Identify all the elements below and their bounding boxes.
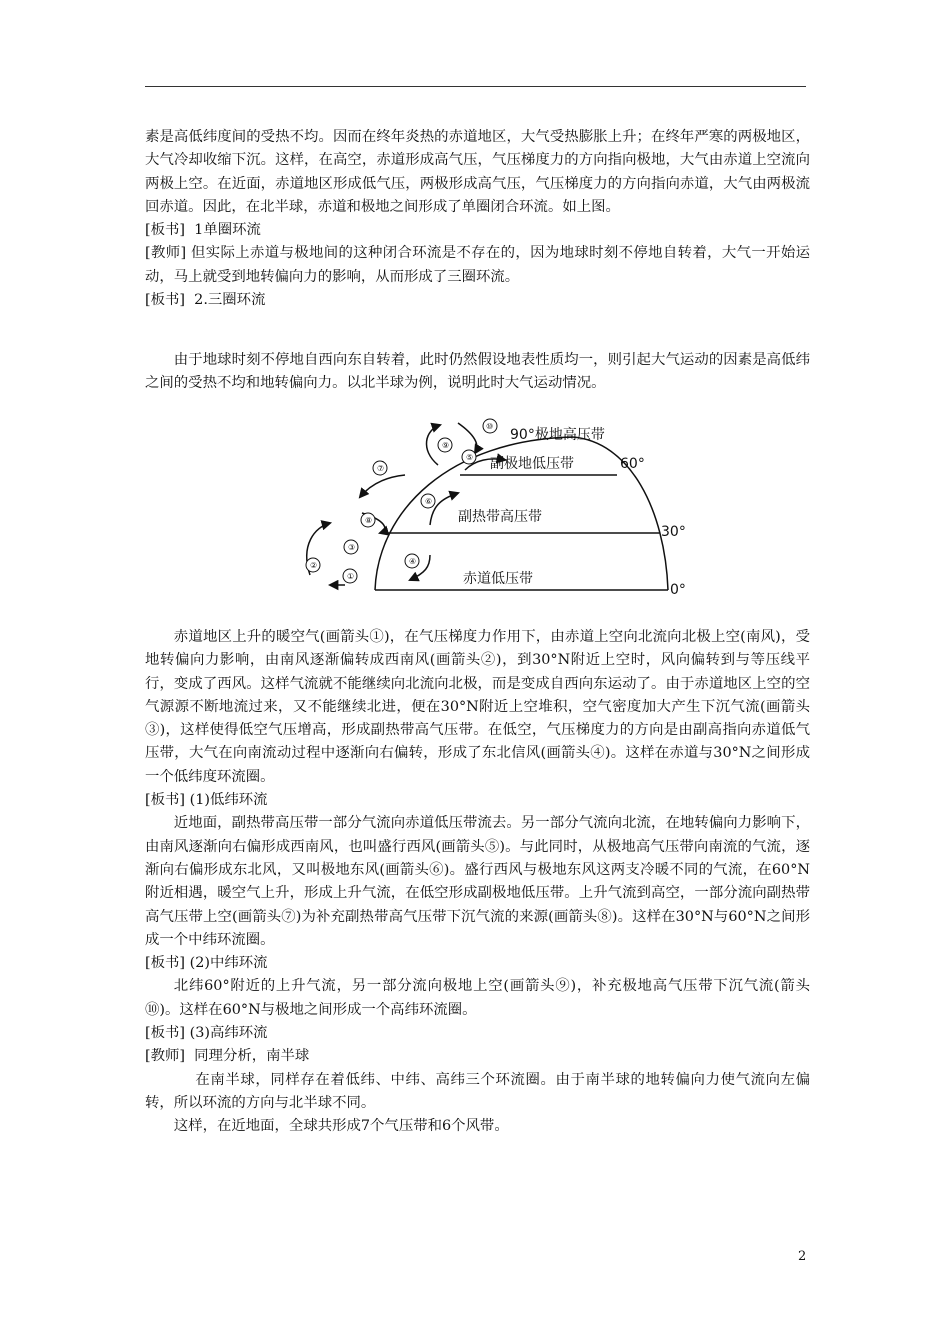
top-text-block xyxy=(145,126,810,312)
marker-1 xyxy=(343,569,357,583)
marker-3 xyxy=(344,540,358,554)
teacher-text: 但实际上赤道与极地间的这种闭合环流是不存在的，因为地球时刻不停地自转着，大气一开始运动，马上就受到地转偏向力的影响，从而形成了三圈环流。 xyxy=(145,245,810,285)
label-lat-0: 0° xyxy=(670,582,686,598)
marker-4 xyxy=(405,554,419,568)
svg-text:③: ③ xyxy=(348,543,356,552)
board-tag: [板书] xyxy=(145,292,186,309)
paragraph-single-cell: 素是高低纬度间的受热不均。因而在终年炎热的赤道地区，大气受热膨胀上升；在终年严寒的两极地区，大气冷却收缩下沉。这样，在高空，赤道形成高气压，气压梯度力的方向指向极地，大气由赤道上空流向两极上空。在近面，赤道地区形成低气压，两极形成高气压，气压梯度力的方向指向赤道，大气由两极流回赤道。因此，在北半球，赤道和极地之间形成了单圈闭合环流。如上图。 xyxy=(145,129,810,215)
teacher-tag: [教师] xyxy=(145,245,187,262)
paragraph-mid-latitude: 近地面，副热带高压带一部分气流向赤道低压带流去。另一部分气流向北流，在地转偏向力影响下，由南风逐渐向右偏形成西南风，也叫盛行西风(画箭头⑤)。与此同时，从极地高气压带向南流的气流，逐渐向右偏形成东北风，又叫极地东风(画箭头⑥)。盛行西风与极地东风这两支冷暖不同的气流，在60°N附近相遇，暖空气上升，形成上升气流，在低空形成副极地低压带。上升气流到高空，一部分流向副热带高气压带上空(画箭头⑦)为补充副热带高气压带下沉气流的来源(画箭头⑧)。这样在30°N与60°N之间形成一个中纬环流圈。 xyxy=(145,815,810,948)
marker-5 xyxy=(462,450,476,464)
svg-text:⑧: ⑧ xyxy=(365,516,373,525)
board-note-4 xyxy=(145,952,810,975)
marker-9 xyxy=(438,438,452,452)
board-tag: [板书] xyxy=(145,955,186,972)
svg-text:⑨: ⑨ xyxy=(442,441,450,450)
intro-text-block xyxy=(145,349,810,396)
board-text: (1)低纬环流 xyxy=(185,792,268,809)
board-text: 2.三圈环流 xyxy=(185,292,266,309)
svg-text:②: ② xyxy=(310,561,318,570)
svg-text:⑤: ⑤ xyxy=(466,453,474,462)
marker-10 xyxy=(483,419,497,433)
arrow-7 xyxy=(360,475,405,497)
board-text: 1单圈环流 xyxy=(185,222,261,239)
board-note-1 xyxy=(145,219,810,242)
label-equatorial-low: 赤道低压带 xyxy=(463,571,533,587)
teacher-tag: [教师] xyxy=(145,1048,186,1065)
marker-6 xyxy=(421,494,435,508)
paragraph-three-cell-intro: 由于地球时刻不停地自西向东自转着，此时仍然假设地表性质均一，则引起大气运动的因素是高低纬之间的受热不均和地转偏向力。以北半球为例，说明此时大气运动情况。 xyxy=(145,352,810,392)
teacher-note-1 xyxy=(145,242,810,289)
header-rule xyxy=(145,86,806,87)
marker-7 xyxy=(373,461,387,475)
paragraph-high-latitude: 北纬60°附近的上升气流，另一部分流向极地上空(画箭头⑨)，补充极地高气压带下沉气流(箭头⑩)。这样在60°N与极地之间形成一个高纬环流圈。 xyxy=(145,978,810,1018)
svg-text:⑦: ⑦ xyxy=(377,464,385,473)
svg-text:④: ④ xyxy=(409,557,417,566)
svg-text:①: ① xyxy=(347,572,355,581)
circulation-svg xyxy=(290,415,700,600)
board-note-2 xyxy=(145,289,810,312)
paragraph-summary: 这样，在近地面，全球共形成7个气压带和6个风带。 xyxy=(173,1118,509,1135)
page-number: 2 xyxy=(798,1249,807,1264)
svg-text:⑩: ⑩ xyxy=(486,422,494,431)
label-subtropical-high: 副热带高压带 xyxy=(458,509,542,525)
label-polar-high: 90°极地高压带 xyxy=(510,427,605,443)
label-subpolar-low: 副极地低压带 xyxy=(490,456,574,472)
paragraph-southern-hemisphere: 在南半球，同样存在着低纬、中纬、高纬三个环流圈。由于南半球的地转偏向力使气流向左偏转，所以环流的方向与北半球不同。 xyxy=(145,1071,810,1111)
marker-2 xyxy=(306,558,320,572)
board-tag: [板书] xyxy=(145,792,186,809)
board-tag: [板书] xyxy=(145,1025,186,1042)
arrow-10 xyxy=(458,423,477,453)
label-lat-30: 30° xyxy=(661,524,686,540)
svg-text:⑥: ⑥ xyxy=(425,497,433,506)
teacher-text: 同理分析，南半球 xyxy=(185,1048,310,1065)
marker-8 xyxy=(361,513,375,527)
board-text: (2)中纬环流 xyxy=(185,955,268,972)
board-note-5 xyxy=(145,1022,810,1045)
lower-text-block xyxy=(145,626,810,1139)
board-tag: [板书] xyxy=(145,222,186,239)
label-lat-60: 60° xyxy=(620,456,645,472)
board-note-3 xyxy=(145,789,810,812)
board-text: (3)高纬环流 xyxy=(185,1025,268,1042)
teacher-note-2 xyxy=(145,1045,810,1068)
paragraph-low-latitude: 赤道地区上升的暖空气(画箭头①)，在气压梯度力作用下，由赤道上空向北流向北极上空(南风)，受地转偏向力影响，由南风逐渐偏转成西南风(画箭头②)，到30°N附近上空时，风向偏转到与等压线平行，变成了西风。这样气流就不能继续向北流向北极，而是变成自西向东运动了。由于赤道地区上空的空气源源不断地流过来，又不能继续北进，便在30°N附近上空堆积，空气密度加大产生下沉气流(画箭头③)，这样使得低空气压增高，形成副热带高气压带。在低空，气压梯度力的方向是由副高指向赤道低气压带，大气在向南流动过程中逐渐向右偏转，形成了东北信风(画箭头④)。这样在赤道与30°N之间形成一个低纬度环流圈。 xyxy=(145,629,810,785)
three-cell-circulation-diagram xyxy=(290,415,700,600)
